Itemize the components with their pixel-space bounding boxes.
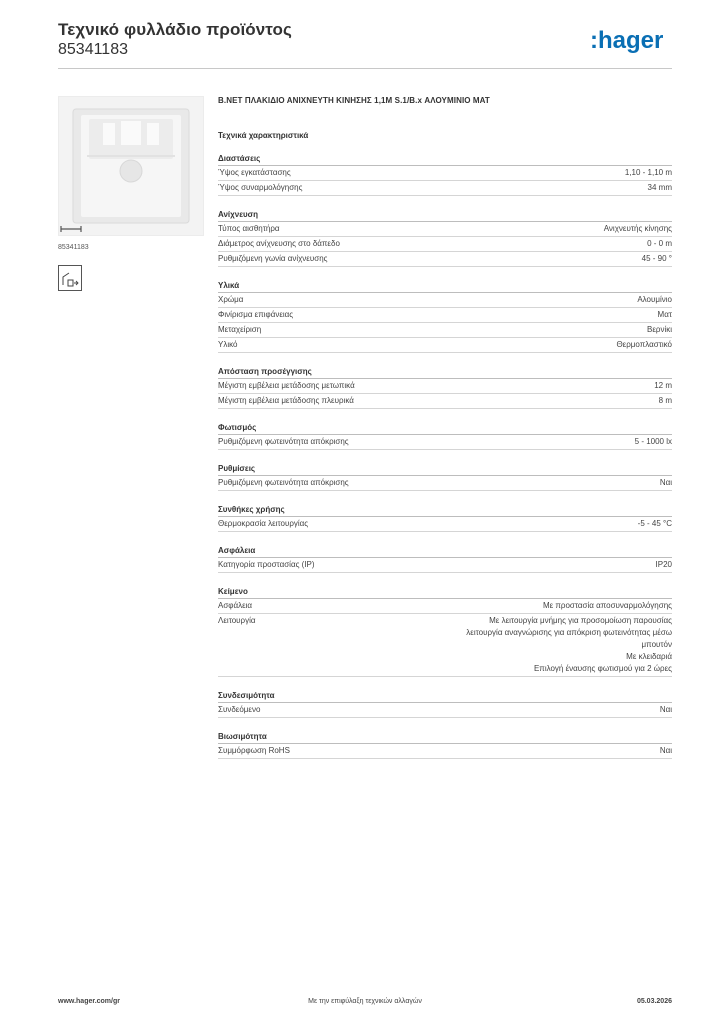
spec-label: Συμμόρφωση RoHS [218, 746, 290, 755]
spec-value-line: Βερνίκι [646, 325, 672, 334]
spec-value-line: Ναι [659, 746, 672, 755]
spec-value-line: μπουτόν [641, 640, 672, 649]
spec-value-line: 8 m [658, 396, 672, 405]
spec-label: Μεταχείριση [218, 325, 262, 334]
section-heading: Κείμενο [218, 587, 672, 599]
spec-value [642, 253, 672, 265]
spec-row [218, 394, 672, 409]
spec-label: Ρυθμιζόμενη φωτεινότητα απόκρισης [218, 437, 349, 446]
footer-note: Με την επιφύλαξη τεχνικών αλλαγών [308, 998, 422, 1005]
product-code: 85341183 [58, 41, 128, 58]
spec-label: Χρώμα [218, 295, 244, 304]
logo-text: :hager [590, 27, 664, 54]
spec-row [218, 744, 672, 759]
spec-value [647, 238, 672, 250]
spec-sections [218, 154, 672, 759]
spec-row [218, 293, 672, 308]
spec-value-line: Θερμοπλαστικό [616, 340, 672, 349]
spec-row [218, 308, 672, 323]
spec-value-line: Με προστασία αποσυναρμολόγησης [542, 601, 672, 610]
spec-value-line: Αλουμίνιο [637, 295, 672, 304]
product-image [58, 96, 204, 236]
spec-row [218, 252, 672, 267]
spec-section [218, 210, 672, 267]
spec-section [218, 587, 672, 677]
spec-row [218, 599, 672, 614]
spec-label: Μέγιστη εμβέλεια μετάδοσης μετωπικά [218, 381, 355, 390]
spec-value [658, 309, 672, 321]
spec-row [218, 181, 672, 196]
section-heading: Διαστάσεις [218, 154, 672, 166]
spec-value [616, 339, 672, 351]
section-heading: Ρυθμίσεις [218, 464, 672, 476]
section-heading: Βιωσιμότητα [218, 732, 672, 744]
spec-row [218, 703, 672, 718]
spec-value [659, 395, 672, 407]
section-heading: Ανίχνευση [218, 210, 672, 222]
spec-row [218, 338, 672, 353]
spec-value [647, 324, 672, 336]
spec-label: Ύψος συναρμολόγησης [218, 183, 303, 192]
spec-value [648, 182, 672, 194]
spec-row [218, 435, 672, 450]
footer-date: 05.03.2026 [636, 998, 672, 1005]
document-header [58, 20, 292, 59]
spec-label: Συνδεόμενο [218, 705, 261, 714]
spec-value-line: IP20 [655, 560, 672, 569]
spec-value-line: Ναι [659, 478, 672, 487]
spec-value-line: λειτουργία αναγνώρισης για απόκριση φωτεινότητας μέσω [466, 628, 672, 637]
spec-value-line: 1,10 - 1,10 m [624, 168, 672, 177]
spec-value-line: -5 - 45 °C [637, 519, 672, 528]
spec-label: Ρυθμιζόμενη φωτεινότητα απόκρισης [218, 478, 349, 487]
spec-value [654, 380, 672, 392]
spec-value-line: Ανιχνευτής κίνησης [603, 224, 672, 233]
spec-section [218, 505, 672, 532]
spec-value-line: Επιλογή έναυσης φωτισμού για 2 ώρες [533, 664, 672, 673]
spec-value-line: Ματ [657, 310, 672, 319]
spec-row [218, 237, 672, 252]
spec-value [604, 223, 672, 235]
spec-label: Κατηγορία προστασίας (IP) [218, 560, 315, 569]
spec-label: Τύπος αισθητήρα [218, 224, 280, 233]
dimension-scale-icon [60, 225, 82, 233]
side-product-code: 85341183 [58, 244, 89, 251]
spec-value-line: 34 mm [647, 183, 672, 192]
spec-label: Ρυθμιζόμενη γωνία ανίχνευσης [218, 254, 328, 263]
spec-value-line: 12 m [654, 381, 672, 390]
footer-website[interactable]: www.hager.com/gr [58, 998, 120, 1005]
section-heading: Ασφάλεια [218, 546, 672, 558]
spec-value [638, 518, 672, 530]
section-heading: Συνθήκες χρήσης [218, 505, 672, 517]
spec-label: Ασφάλεια [218, 601, 253, 610]
spec-value [635, 436, 672, 448]
spec-content [218, 96, 672, 759]
spec-section [218, 154, 672, 196]
spec-value [656, 559, 672, 571]
spec-value [466, 615, 672, 675]
spec-label: Διάμετρος ανίχνευσης στο δάπεδο [218, 239, 340, 248]
spec-row [218, 379, 672, 394]
section-heading: Απόσταση προσέγγισης [218, 367, 672, 379]
spec-value-line: Με κλειδαριά [626, 652, 672, 661]
spec-value-line: Με λειτουργία μνήμης για προσομοίωση παρουσίας [489, 616, 672, 625]
wall-mount-icon [58, 265, 82, 291]
document-title: Τεχνικό φυλλάδιο προϊόντος [58, 20, 292, 39]
spec-row [218, 476, 672, 491]
section-heading: Φωτισμός [218, 423, 672, 435]
spec-label: Ύψος εγκατάστασης [218, 168, 291, 177]
spec-section [218, 546, 672, 573]
spec-label: Υλικό [218, 340, 238, 349]
spec-row [218, 222, 672, 237]
spec-label: Θερμοκρασία λειτουργίας [218, 519, 309, 528]
spec-section [218, 464, 672, 491]
hager-logo [590, 26, 674, 56]
spec-value [625, 167, 672, 179]
product-name: B.NET ΠΛΑΚΙΔΙΟ ΑΝΙΧΝΕΥΤΗ ΚΙΝΗΣΗΣ 1,1M S.1/B.x ΑΛΟΥΜΙΝΙΟ ΜΑΤ [218, 96, 490, 105]
section-heading: Συνδεσιμότητα [218, 691, 672, 703]
spec-value [660, 745, 672, 757]
spec-value [660, 477, 672, 489]
spec-label: Φινίρισμα επιφάνειας [218, 310, 294, 319]
spec-section [218, 691, 672, 718]
spec-value [637, 294, 672, 306]
spec-value-line: 45 - 90 ° [641, 254, 672, 263]
spec-label: Λειτουργία [218, 616, 256, 625]
spec-section [218, 281, 672, 353]
spec-value-line: 5 - 1000 lx [634, 437, 672, 446]
section-heading: Υλικά [218, 281, 672, 293]
spec-row [218, 166, 672, 181]
technical-characteristics-heading: Τεχνικά χαρακτηριστικά [218, 131, 309, 140]
spec-value [543, 600, 672, 612]
spec-section [218, 367, 672, 409]
spec-row [218, 614, 672, 677]
spec-row [218, 558, 672, 573]
spec-value-line: 0 - 0 m [647, 239, 672, 248]
spec-value [660, 704, 672, 716]
header-divider [58, 68, 672, 69]
spec-label: Μέγιστη εμβέλεια μετάδοσης πλευρικά [218, 396, 354, 405]
spec-section [218, 732, 672, 759]
sensor-plate-illustration [59, 97, 203, 235]
spec-value-line: Ναι [659, 705, 672, 714]
spec-section [218, 423, 672, 450]
spec-row [218, 323, 672, 338]
spec-row [218, 517, 672, 532]
